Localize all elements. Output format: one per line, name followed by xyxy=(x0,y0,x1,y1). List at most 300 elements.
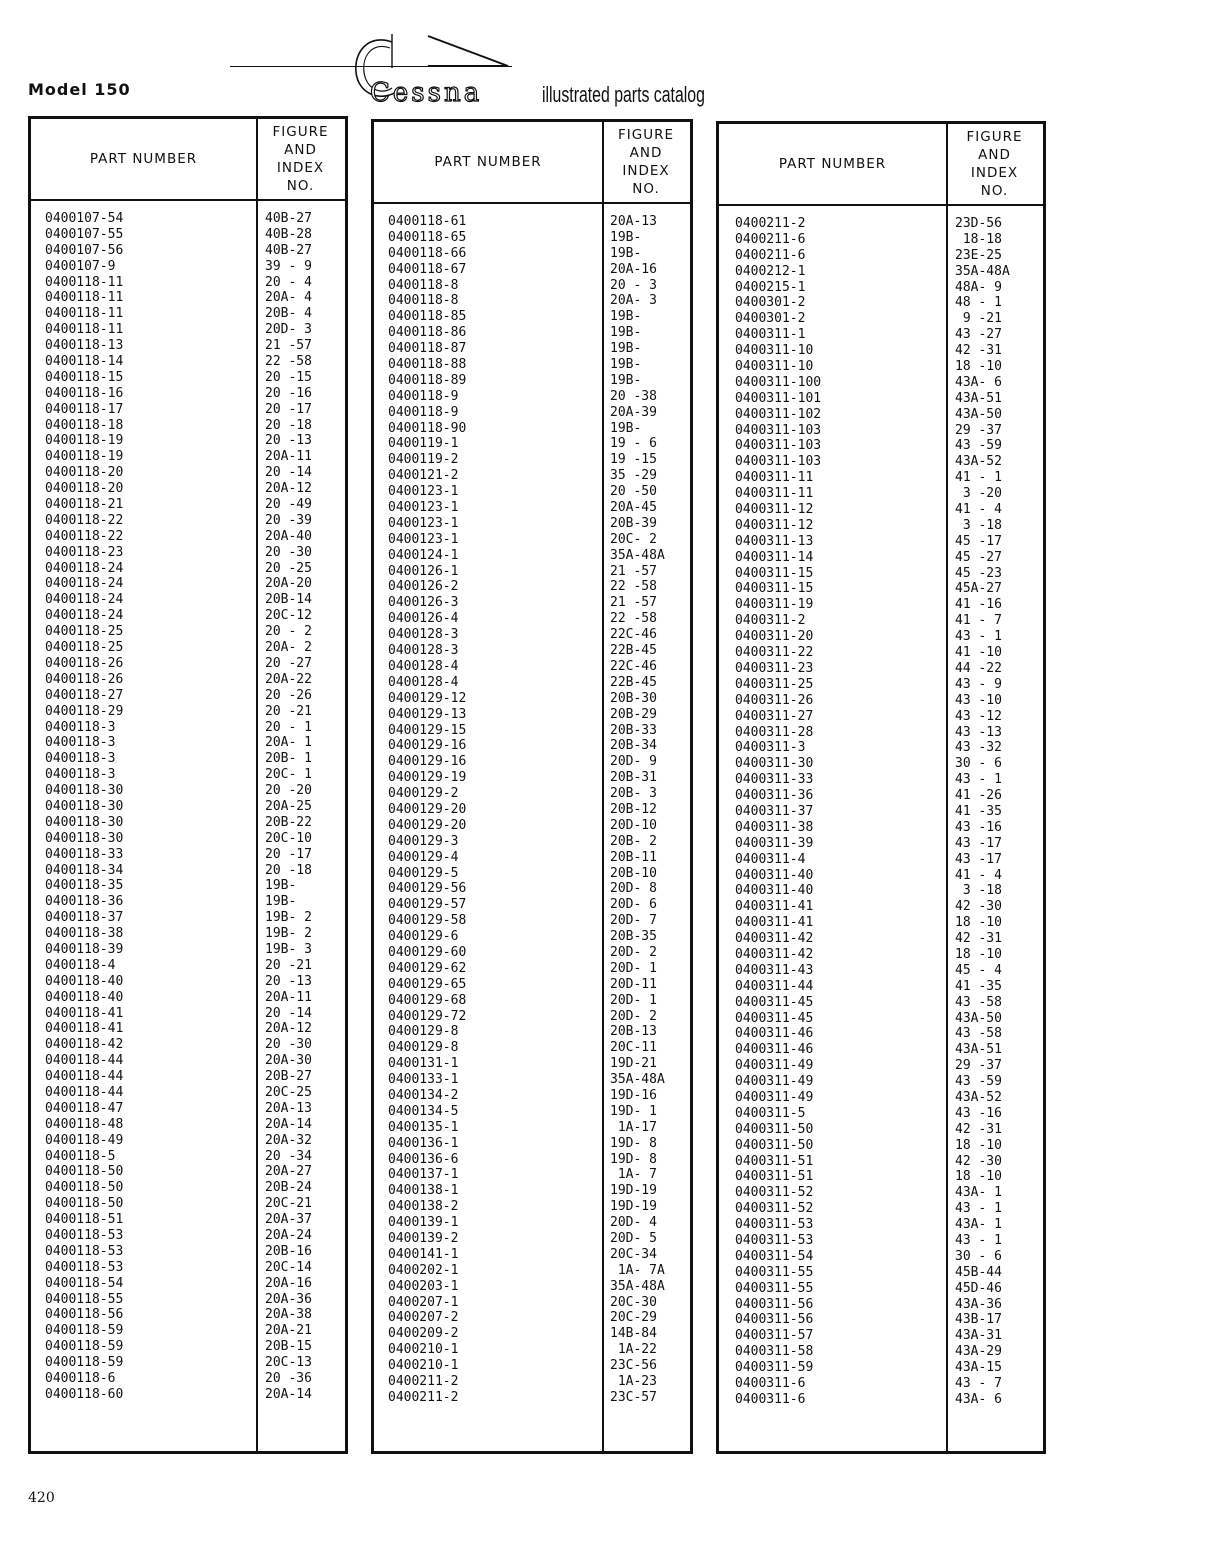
figure-index: 20A- 3 xyxy=(610,293,657,309)
table-row xyxy=(31,624,345,640)
part-number: 0400128-3 xyxy=(388,643,459,659)
figure-index: 19D-19 xyxy=(610,1199,657,1215)
part-number: 0400126-3 xyxy=(388,595,459,611)
table-row xyxy=(719,1169,1043,1185)
part-number: 0400311-37 xyxy=(735,803,814,819)
figure-index: 20 -18 xyxy=(265,417,312,433)
part-number: 0400139-1 xyxy=(388,1215,459,1231)
table-row xyxy=(719,899,1043,915)
figure-index: 18 -10 xyxy=(955,915,1002,931)
part-number: 0400118-21 xyxy=(45,497,124,513)
part-number: 0400136-6 xyxy=(388,1151,459,1167)
figure-index: 20A-37 xyxy=(265,1212,312,1228)
figure-index: 19B- xyxy=(610,245,642,261)
figure-index: 43A-15 xyxy=(955,1360,1002,1376)
figure-index: 19B- xyxy=(265,878,297,894)
part-number: 0400139-2 xyxy=(388,1231,459,1246)
table-row xyxy=(31,767,345,783)
figure-index: 20 -16 xyxy=(265,385,312,401)
figure-index: 19B- 2 xyxy=(265,926,312,942)
table-row xyxy=(374,802,690,818)
part-number: 0400118-6 xyxy=(45,1371,116,1387)
table-row xyxy=(719,597,1043,613)
figure-index: 1A- 7 xyxy=(610,1167,657,1183)
table-row xyxy=(374,1072,690,1088)
part-number: 0400211-2 xyxy=(388,1374,459,1390)
figure-index: 20A-45 xyxy=(610,500,657,516)
part-number: 0400118-51 xyxy=(45,1212,124,1228)
part-number: 0400311-22 xyxy=(735,645,814,661)
part-number: 0400118-61 xyxy=(388,214,467,229)
figure-index: 41 -10 xyxy=(955,645,1002,661)
table-row xyxy=(719,1042,1043,1058)
table-row xyxy=(31,1037,345,1053)
table-row xyxy=(719,534,1043,550)
part-number: 0400311-40 xyxy=(735,867,814,883)
figure-index: 20B-16 xyxy=(265,1243,312,1259)
table-row xyxy=(374,500,690,516)
part-number: 0400118-9 xyxy=(388,404,459,420)
figure-index: 48A- 9 xyxy=(955,279,1002,295)
figure-index: 20A-38 xyxy=(265,1307,312,1323)
part-number: 0400118-53 xyxy=(45,1228,124,1243)
table-row xyxy=(374,1390,690,1406)
figure-index: 20B-35 xyxy=(610,929,657,945)
part-number: 0400129-65 xyxy=(388,976,467,992)
part-number: 0400118-65 xyxy=(388,229,467,245)
table-row xyxy=(719,963,1043,979)
part-number: 0400118-36 xyxy=(45,894,124,910)
table-row xyxy=(719,311,1043,327)
table-row xyxy=(31,1196,345,1212)
part-number: 0400118-56 xyxy=(45,1307,124,1323)
part-number: 0400118-53 xyxy=(45,1259,124,1275)
figure-index: 43 -16 xyxy=(955,819,1002,835)
table-row xyxy=(374,1199,690,1215)
figure-index: 44 -22 xyxy=(955,660,1002,676)
part-number: 0400311-38 xyxy=(735,819,814,835)
figure-index: 20A-32 xyxy=(265,1132,312,1148)
figure-index: 20B-15 xyxy=(265,1339,312,1355)
figure-index: 43A- 6 xyxy=(955,374,1002,390)
table-row xyxy=(719,1185,1043,1201)
part-number: 0400311-11 xyxy=(735,470,814,486)
table-row xyxy=(374,357,690,373)
table-row xyxy=(374,436,690,452)
part-number: 0400311-12 xyxy=(735,517,814,533)
part-number: 0400118-4 xyxy=(45,957,116,973)
figure-index: 3 -18 xyxy=(955,517,1002,533)
table-row xyxy=(719,693,1043,709)
table-row xyxy=(374,675,690,691)
part-number: 0400118-11 xyxy=(45,290,124,306)
figure-index: 19B- xyxy=(610,229,642,245)
table-row xyxy=(374,1152,690,1168)
part-number: 0400118-87 xyxy=(388,341,467,357)
part-number: 0400215-1 xyxy=(735,279,806,295)
figure-index: 3 -20 xyxy=(955,486,1002,502)
part-number: 0400118-66 xyxy=(388,245,467,261)
figure-index: 20B- 3 xyxy=(610,786,657,802)
table-row xyxy=(31,465,345,481)
figure-index: 23C-57 xyxy=(610,1389,657,1405)
table-row xyxy=(374,1374,690,1390)
part-number: 0400118-88 xyxy=(388,357,467,373)
table-row xyxy=(374,325,690,341)
table-row xyxy=(374,1310,690,1326)
figure-index: 35A-48A xyxy=(955,263,1010,279)
part-number: 0400129-15 xyxy=(388,722,467,738)
table-row xyxy=(719,1312,1043,1328)
figure-index: 20 - 4 xyxy=(265,274,312,290)
table-row xyxy=(719,1265,1043,1281)
figure-index: 20D- 9 xyxy=(610,754,657,770)
figure-index: 20D- 2 xyxy=(610,1008,657,1024)
table-row xyxy=(31,322,345,338)
table-row xyxy=(719,931,1043,947)
figure-index: 42 -31 xyxy=(955,343,1002,359)
figure-index: 20A-27 xyxy=(265,1164,312,1180)
figure-index: 43 -59 xyxy=(955,1074,1002,1090)
part-number: 0400121-2 xyxy=(388,468,459,484)
figure-index: 19D- 8 xyxy=(610,1151,657,1167)
table-row xyxy=(374,707,690,723)
part-number: 0400129-20 xyxy=(388,817,467,833)
part-number: 0400118-11 xyxy=(45,322,124,338)
part-number: 0400311-41 xyxy=(735,915,814,931)
page-number: 420 xyxy=(28,1490,55,1506)
part-number: 0400118-85 xyxy=(388,309,467,325)
part-number: 0400138-2 xyxy=(388,1199,459,1215)
figure-index: 20C- 1 xyxy=(265,767,312,783)
part-number: 0400311-103 xyxy=(735,454,822,470)
part-number: 0400118-67 xyxy=(388,261,467,277)
part-number-header: PART NUMBER xyxy=(89,151,198,167)
figure-header-line: NO. xyxy=(980,183,1009,199)
part-number: 0400138-1 xyxy=(388,1183,459,1199)
part-number: 0400301-2 xyxy=(735,295,806,311)
table-row xyxy=(719,1011,1043,1027)
figure-index: 45D-46 xyxy=(955,1280,1002,1296)
part-number: 0400118-22 xyxy=(45,512,124,528)
part-number: 0400136-1 xyxy=(388,1135,459,1151)
figure-header-line: INDEX xyxy=(970,165,1019,181)
table-row xyxy=(374,659,690,675)
table-row xyxy=(374,643,690,659)
figure-index: 20B-39 xyxy=(610,515,657,531)
table-row xyxy=(719,1026,1043,1042)
table-row xyxy=(719,566,1043,582)
figure-index: 19D- 8 xyxy=(610,1135,657,1151)
table-row xyxy=(31,1212,345,1228)
part-number: 0400311-11 xyxy=(735,486,814,502)
figure-index: 20B-13 xyxy=(610,1024,657,1040)
table-row xyxy=(31,1053,345,1069)
part-number: 0400118-15 xyxy=(45,369,124,385)
table-row xyxy=(374,421,690,437)
figure-index: 18 -10 xyxy=(955,1169,1002,1185)
figure-index: 20 -14 xyxy=(265,1005,312,1021)
part-number: 0400311-15 xyxy=(735,565,814,581)
table-row xyxy=(719,248,1043,264)
figure-index: 35 -29 xyxy=(610,468,657,484)
figure-index: 20C-30 xyxy=(610,1294,657,1310)
table-row xyxy=(31,561,345,577)
table-row xyxy=(374,977,690,993)
table-row xyxy=(374,564,690,580)
figure-index: 20A-11 xyxy=(265,449,312,465)
figure-index: 20 - 3 xyxy=(610,277,657,293)
part-number: 0400118-25 xyxy=(45,624,124,640)
part-number: 0400118-3 xyxy=(45,719,116,735)
table-row xyxy=(31,370,345,386)
part-number: 0400311-2 xyxy=(735,613,806,629)
figure-index: 23D-56 xyxy=(955,216,1002,231)
table-row xyxy=(719,232,1043,248)
figure-index: 40B-27 xyxy=(265,211,312,226)
figure-index: 43 - 1 xyxy=(955,1233,1002,1248)
header-rule xyxy=(31,199,345,201)
part-number: 0400129-72 xyxy=(388,1008,467,1024)
table-row xyxy=(374,1263,690,1279)
figure-index: 20C-14 xyxy=(265,1259,312,1275)
table-row xyxy=(31,958,345,974)
part-number: 0400311-52 xyxy=(735,1185,814,1201)
figure-index: 20B-33 xyxy=(610,722,657,738)
figure-index: 20A- 2 xyxy=(265,640,312,656)
part-number: 0400202-1 xyxy=(388,1262,459,1278)
table-row xyxy=(31,576,345,592)
table-row xyxy=(31,259,345,275)
figure-index: 20C-21 xyxy=(265,1196,312,1212)
part-number: 0400311-49 xyxy=(735,1058,814,1074)
table-row xyxy=(374,738,690,754)
figure-index: 43 -58 xyxy=(955,994,1002,1010)
table-row xyxy=(374,1342,690,1358)
table-row xyxy=(719,804,1043,820)
table-row xyxy=(31,1164,345,1180)
table-row xyxy=(374,1279,690,1295)
figure-index: 20 -18 xyxy=(265,862,312,878)
part-number: 0400119-1 xyxy=(388,436,459,452)
table-row xyxy=(719,677,1043,693)
table-row xyxy=(31,402,345,418)
part-number: 0400311-101 xyxy=(735,390,822,406)
table-row xyxy=(31,433,345,449)
part-number: 0400311-4 xyxy=(735,851,806,867)
table-row xyxy=(719,1344,1043,1360)
part-number-header: PART NUMBER xyxy=(434,154,542,170)
figure-header-line: AND xyxy=(629,145,663,161)
table-row xyxy=(374,627,690,643)
figure-index: 20D- 4 xyxy=(610,1215,657,1231)
table-row xyxy=(31,910,345,926)
figure-index: 43 -10 xyxy=(955,692,1002,708)
table-row xyxy=(374,262,690,278)
part-number: 0400134-2 xyxy=(388,1087,459,1103)
table-row xyxy=(374,1136,690,1152)
part-number: 0400118-11 xyxy=(45,274,124,290)
part-number: 0400311-27 xyxy=(735,708,814,724)
figure-index: 20A-39 xyxy=(610,404,657,420)
part-number: 0400118-5 xyxy=(45,1148,116,1164)
figure-index: 20 -17 xyxy=(265,401,312,417)
figure-index: 22B-45 xyxy=(610,674,657,690)
table-row xyxy=(31,1355,345,1371)
table-row xyxy=(31,354,345,370)
part-number: 0400118-13 xyxy=(45,338,124,354)
part-number: 0400129-8 xyxy=(388,1040,459,1056)
table-row xyxy=(31,1101,345,1117)
parts-column-2 xyxy=(371,119,693,1454)
table-row xyxy=(31,1339,345,1355)
part-number: 0400311-50 xyxy=(735,1121,814,1137)
figure-index: 14B-84 xyxy=(610,1326,657,1342)
part-number: 0400311-54 xyxy=(735,1248,814,1264)
figure-index: 20D- 1 xyxy=(610,960,657,976)
figure-index: 43A-50 xyxy=(955,406,1002,422)
table-row xyxy=(374,484,690,500)
figure-index: 43 -16 xyxy=(955,1105,1002,1121)
part-number: 0400118-44 xyxy=(45,1053,124,1069)
table-row xyxy=(719,486,1043,502)
part-number: 0400118-24 xyxy=(45,592,124,608)
table-row xyxy=(31,227,345,243)
table-row xyxy=(719,995,1043,1011)
table-row xyxy=(31,1244,345,1260)
part-number: 0400118-17 xyxy=(45,401,124,417)
part-number: 0400129-68 xyxy=(388,992,467,1008)
part-number: 0400107-9 xyxy=(45,258,116,274)
table-row xyxy=(374,1358,690,1374)
part-number: 0400212-1 xyxy=(735,263,806,279)
part-number: 0400311-51 xyxy=(735,1169,814,1185)
table-row xyxy=(31,1117,345,1133)
table-row xyxy=(374,993,690,1009)
parts-column-3 xyxy=(716,121,1046,1454)
figure-index: 43 -32 xyxy=(955,740,1002,756)
table-row xyxy=(31,942,345,958)
figure-index: 45 -27 xyxy=(955,549,1002,565)
part-number: 0400123-1 xyxy=(388,515,459,531)
table-row xyxy=(31,1323,345,1339)
table-row xyxy=(31,338,345,354)
figure-index: 43 - 1 xyxy=(955,1201,1002,1217)
part-number: 0400118-26 xyxy=(45,671,124,687)
table-row xyxy=(31,513,345,529)
part-number: 0400118-90 xyxy=(388,420,467,436)
table-row xyxy=(374,516,690,532)
table-row xyxy=(374,945,690,961)
figure-index: 19B- xyxy=(610,325,642,341)
table-row xyxy=(374,1215,690,1231)
table-row xyxy=(31,1133,345,1149)
part-number: 0400129-16 xyxy=(388,738,467,754)
table-row xyxy=(31,974,345,990)
part-number: 0400129-60 xyxy=(388,944,467,960)
part-number: 0400129-4 xyxy=(388,849,459,865)
part-number: 0400311-102 xyxy=(735,406,822,422)
figure-header-line: INDEX xyxy=(276,160,325,176)
figure-index: 43 - 1 xyxy=(955,772,1002,788)
figure-index: 19B- 2 xyxy=(265,910,312,926)
part-number: 0400129-2 xyxy=(388,786,459,802)
figure-index: 22 -58 xyxy=(610,611,657,627)
part-number: 0400118-89 xyxy=(388,372,467,388)
part-number: 0400311-3 xyxy=(735,740,806,756)
figure-index: 43 -27 xyxy=(955,327,1002,343)
figure-index: 40B-28 xyxy=(265,226,312,242)
table-row xyxy=(374,754,690,770)
table-row xyxy=(719,772,1043,788)
table-row xyxy=(31,545,345,561)
part-number: 0400210-1 xyxy=(388,1342,459,1358)
figure-index: 20B- 2 xyxy=(610,833,657,849)
figure-index: 43 -17 xyxy=(955,851,1002,867)
figure-index: 39 - 9 xyxy=(265,258,312,274)
table-row xyxy=(374,1120,690,1136)
figure-index: 20 - 2 xyxy=(265,624,312,640)
table-row xyxy=(31,211,345,227)
figure-index: 20D- 5 xyxy=(610,1231,657,1246)
figure-index: 22 -58 xyxy=(610,579,657,595)
figure-index: 20 -13 xyxy=(265,973,312,989)
table-row xyxy=(719,883,1043,899)
part-number: 0400118-86 xyxy=(388,325,467,341)
table-row xyxy=(719,1217,1043,1233)
figure-index: 20 -49 xyxy=(265,497,312,513)
table-row xyxy=(31,1307,345,1323)
figure-index: 20A-12 xyxy=(265,1021,312,1037)
part-number: 0400311-56 xyxy=(735,1312,814,1328)
figure-index: 20D-10 xyxy=(610,817,657,833)
table-row xyxy=(719,216,1043,232)
table-row xyxy=(31,831,345,847)
table-row xyxy=(31,799,345,815)
parts-list xyxy=(719,216,1043,1408)
figure-index: 20 -34 xyxy=(265,1148,312,1164)
table-row xyxy=(374,405,690,421)
part-number: 0400141-1 xyxy=(388,1246,459,1262)
table-row xyxy=(31,497,345,513)
table-row xyxy=(374,691,690,707)
figure-index: 21 -57 xyxy=(265,338,312,354)
figure-index: 20B-27 xyxy=(265,1069,312,1085)
table-row xyxy=(719,343,1043,359)
part-number: 0400211-6 xyxy=(735,231,806,247)
figure-index: 30 - 6 xyxy=(955,1248,1002,1264)
figure-index: 43A- 6 xyxy=(955,1391,1002,1407)
figure-index: 19B- xyxy=(610,357,642,373)
figure-index: 20A-12 xyxy=(265,481,312,497)
table-row xyxy=(719,709,1043,725)
figure-index-header xyxy=(256,123,345,195)
part-number: 0400118-30 xyxy=(45,783,124,799)
part-number: 0400118-3 xyxy=(45,751,116,767)
part-number: 0400118-59 xyxy=(45,1323,124,1339)
part-number: 0400129-20 xyxy=(388,801,467,817)
figure-index: 43 -59 xyxy=(955,438,1002,454)
part-number: 0400118-23 xyxy=(45,544,124,560)
table-row xyxy=(719,979,1043,995)
part-number: 0400311-10 xyxy=(735,359,814,375)
part-number: 0400311-45 xyxy=(735,1010,814,1026)
figure-index: 20 - 1 xyxy=(265,719,312,735)
part-number: 0400126-4 xyxy=(388,611,459,627)
figure-index: 20 -14 xyxy=(265,465,312,481)
table-row xyxy=(719,645,1043,661)
part-number: 0400311-40 xyxy=(735,883,814,899)
